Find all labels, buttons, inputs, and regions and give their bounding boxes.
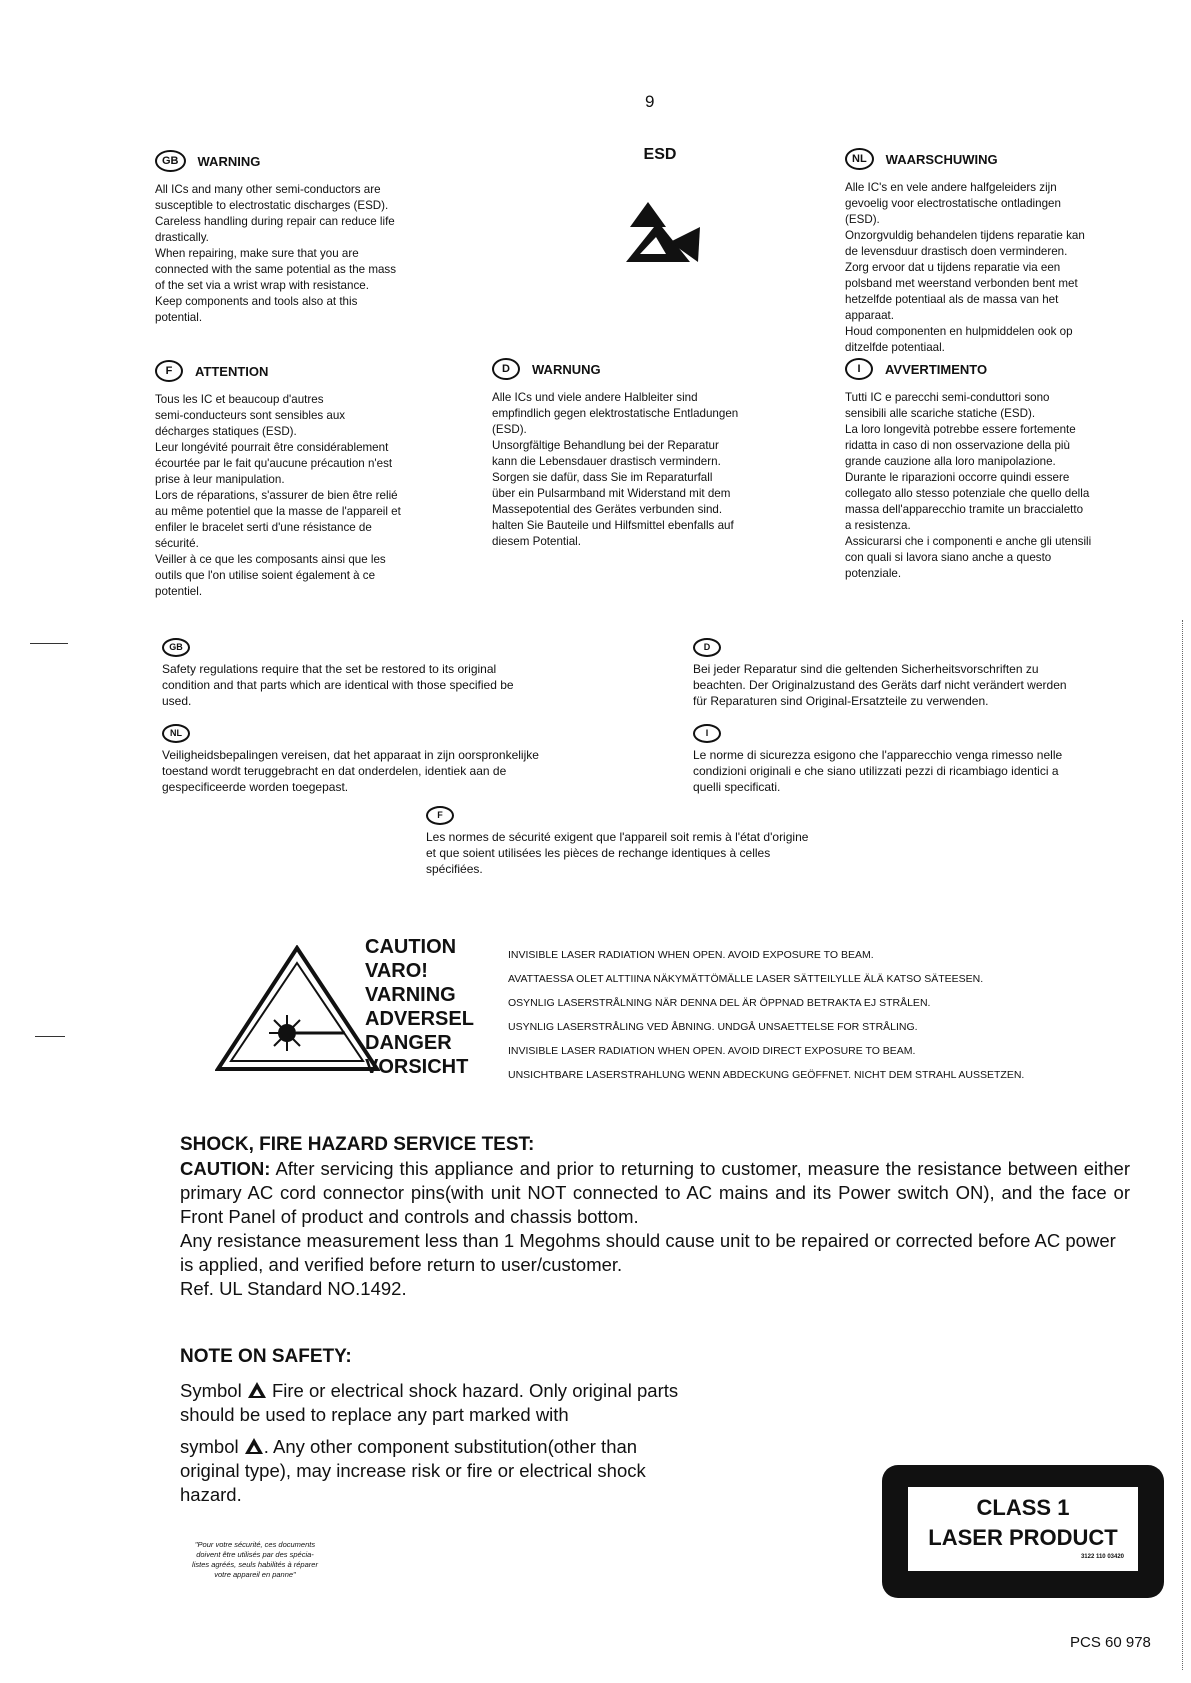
caution-word: VARNING (365, 984, 456, 1006)
laser-caution-lines (508, 943, 1024, 1087)
symbol-word: symbol (180, 1436, 239, 1457)
gb-warning-title: WARNING (197, 153, 261, 169)
note-on-safety-text-2 (180, 1435, 700, 1507)
f-badge: F (155, 360, 183, 382)
note-text-1: Fire or electrical shock hazard. Only original parts should be used to replace any part marked with (180, 1380, 679, 1425)
hazard-triangle-icon (244, 1437, 264, 1455)
caution-line: OSYNLIG LASERSTRÅLNING NÄR DENNA DEL ÄR ÖPPNAD BETRAKTA EJ STRÅLEN. (508, 997, 931, 1009)
caution-line: AVATTAESSA OLET ALTTIINA NÄKYMÄTTÖMÄLLE LASER SÄTTEILYLLE ÄLÄ KATSO SÄTEESEN. (508, 973, 984, 985)
nl-warning-block (845, 148, 1165, 356)
note-on-safety-title: NOTE ON SAFETY: (180, 1346, 352, 1367)
laser-label-line2: LASER PRODUCT (928, 1525, 1118, 1550)
caution-word: VORSICHT (365, 1056, 469, 1078)
laser-label-inner (908, 1487, 1138, 1571)
symbol-word: Symbol (180, 1380, 242, 1401)
caution-word: VARO! (365, 960, 428, 982)
gb-warning-text: All ICs and many other semi-conductors are susceptible to electrostatic discharges (ESD). Careless handling during repair can reduce life drastically. When repairing, make sure that you are connected with the same potential as the mass of the set via a wrist wrap with resistance. Keep components and tools also at this potential. (155, 183, 397, 324)
right-edge-line (1182, 620, 1184, 1670)
note-on-safety-section (180, 1345, 700, 1507)
hazard-triangle-icon (247, 1381, 267, 1399)
caution-line: USYNLIG LASERSTRÅLING VED ÅBNING. UNDGÅ UNSAETTELSE FOR STRÅLING. (508, 1021, 918, 1033)
safety-gb-badge: GB (162, 638, 190, 657)
esd-warning-icon (608, 172, 708, 267)
caution-word: DANGER (365, 1032, 452, 1054)
f-attention-title: ATTENTION (195, 363, 269, 379)
nl-warning-title: WAARSCHUWING (885, 151, 998, 167)
safety-f-text: Les normes de sécurité exigent que l'appareil soit remis à l'état d'origine et que soient utilisées les pièces de rechange identiques à celles spécifiées. (426, 830, 809, 876)
shock-test-title: SHOCK, FIRE HAZARD SERVICE TEST: (180, 1134, 535, 1155)
shock-test-ref: Ref. UL Standard NO.1492. (180, 1278, 407, 1299)
safety-nl-text: Veiligheidsbepalingen vereisen, dat het apparaat in zijn oorspronkelijke toestand wordt teruggebracht en dat onderdelen, identiek aan de gespecificeerde worden toegepast. (162, 748, 539, 794)
safety-d-badge: D (693, 638, 721, 657)
class1-laser-label (882, 1465, 1164, 1598)
caution-line: INVISIBLE LASER RADIATION WHEN OPEN. AVOID DIRECT EXPOSURE TO BEAM. (508, 1045, 916, 1057)
i-badge: I (845, 358, 873, 380)
caution-line: UNSICHTBARE LASERSTRAHLUNG WENN ABDECKUNG GEÖFFNET. NICHT DEM STRAHL AUSSETZEN. (508, 1069, 1025, 1081)
i-avvertimento-block (845, 358, 1175, 582)
safety-i-text: Le norme di sicurezza esigono che l'apparecchio venga rimesso nelle condizioni originali e che siano utilizzati pezzi di ricambiago identici a quelli specificati. (693, 748, 1063, 794)
d-warnung-block (492, 358, 822, 550)
laser-label-line1: CLASS 1 (976, 1495, 1070, 1520)
i-avvertimento-text: Tutti IC e parecchi semi-conduttori sono sensibili alle scariche statiche (ESD). La loro longevità potrebbe essere fortemente ridatta in caso di non osservazione della più grande cauzione alla loro manipolazione. Durante le riparazioni occorre quindi essere collegato allo stesso potenziale che quello della massa dell'apparecchio tramite un braccialetto a resistenza. Assicurarsi che i componenti e anche gli utensili con quali si lavora siano anche a questo potenziale. (845, 391, 1092, 580)
safety-f-badge: F (426, 806, 454, 825)
safety-i-badge: I (693, 724, 721, 743)
margin-mark (30, 643, 68, 644)
shock-test-caution-label: CAUTION: (180, 1158, 271, 1179)
note-text-2: . Any other component substitution(other than original type), may increase risk or fire or electrical shock hazard. (180, 1436, 646, 1505)
caution-word: ADVERSEL (365, 1008, 474, 1030)
d-badge: D (492, 358, 520, 380)
safety-f (426, 805, 926, 877)
safety-gb-text: Safety regulations require that the set be restored to its original condition and that parts which are identical with those specified be used. (162, 662, 514, 708)
esd-title: ESD (643, 146, 677, 163)
margin-mark (35, 1036, 65, 1037)
esd-block (620, 146, 700, 272)
d-warnung-title: WARNUNG (532, 361, 601, 377)
f-attention-block (155, 360, 475, 600)
gb-badge: GB (155, 150, 186, 172)
safety-d (693, 637, 1173, 709)
safety-nl-badge: NL (162, 724, 190, 743)
safety-i (693, 723, 1173, 795)
d-warnung-text: Alle ICs und viele andere Halbleiter sind empfindlich gegen elektrostatische Entladungen (ESD). Unsorgfältige Behandlung bei der Reparatur kann die Lebensdauer drastisch vermindern. Sorgen sie dafür, dass Sie im Reparaturfall über ein Pulsarmband mit Widerstand mit dem Massepotential des Gerätes verbunden sind. halten Sie Bauteile und Hilfsmittel ebenfalls auf diesem Potential. (492, 391, 739, 548)
i-avvertimento-title: AVVERTIMENTO (885, 361, 988, 377)
shock-test-caution-text: After servicing this appliance and prior to returning to customer, measure the resistance between either primary AC cord connector pins(with unit NOT connected to AC mains and its Power switch ON), and the face or Front Panel of product and controls and chassis bottom. (180, 1158, 1130, 1227)
laser-label-small: 3122 110 03420 (1080, 1554, 1124, 1560)
f-attention-text: Tous les IC et beaucoup d'autres semi-conducteurs sont sensibles aux décharges statiques (ESD). Leur longévité pourrait être considérablement écourtée par le fait qu'aucune précaution n'est prise à leur manipulation. Lors de réparations, s'assurer de bien être relié au même potentiel que la masse de l'appareil et enfiler le bracelet serti d'une résistance de sécurité. Veiller à ce que les composants ainsi que les outils que l'on utilise soient également à ce potentiel. (155, 393, 401, 598)
nl-badge: NL (845, 148, 874, 170)
safety-gb (162, 637, 642, 709)
document-code: PCS 60 978 (1070, 1634, 1151, 1651)
note-on-safety-text-1 (180, 1379, 700, 1427)
laser-warning-icon (215, 945, 380, 1073)
shock-test-resistance: Any resistance measurement less than 1 Megohms should cause unit to be repaired or corrected before AC power is applied, and verified before return to user/customer. (180, 1230, 1116, 1275)
safety-d-text: Bei jeder Reparatur sind die geltenden Sicherheitsvorschriften zu beachten. Der Originalzustand des Geräts darf nicht verändert werden für Reparaturen sind Original-Ersatzteile zu verwenden. (693, 662, 1067, 708)
page-number: 9 (645, 92, 655, 111)
gb-warning-block (155, 150, 475, 326)
laser-caution-words (365, 935, 474, 1079)
french-footnote: "Pour votre sécurité, ces documents doivent être utilisés par des spécia- listes agréés, seuls habilités à réparer votre appareil en panne" (192, 1540, 318, 1579)
shock-test-caution (180, 1157, 1130, 1229)
nl-warning-text: Alle IC's en vele andere halfgeleiders zijn gevoelig voor electrostatische ontladingen (ESD). Onzorgvuldig behandelen tijdens reparatie kan de levensduur drastisch doen verminderen. Zorg ervoor dat u tijdens reparatie via een polsband met weerstand verbonden bent met hetzelfde potentiaal als de massa van het apparaat. Houd componenten en hulpmiddelen ook op ditzelfde potentiaal. (845, 181, 1085, 354)
safety-nl (162, 723, 642, 795)
shock-test-section (180, 1133, 1130, 1301)
caution-line: INVISIBLE LASER RADIATION WHEN OPEN. AVOID EXPOSURE TO BEAM. (508, 949, 874, 961)
caution-word: CAUTION (365, 936, 457, 958)
